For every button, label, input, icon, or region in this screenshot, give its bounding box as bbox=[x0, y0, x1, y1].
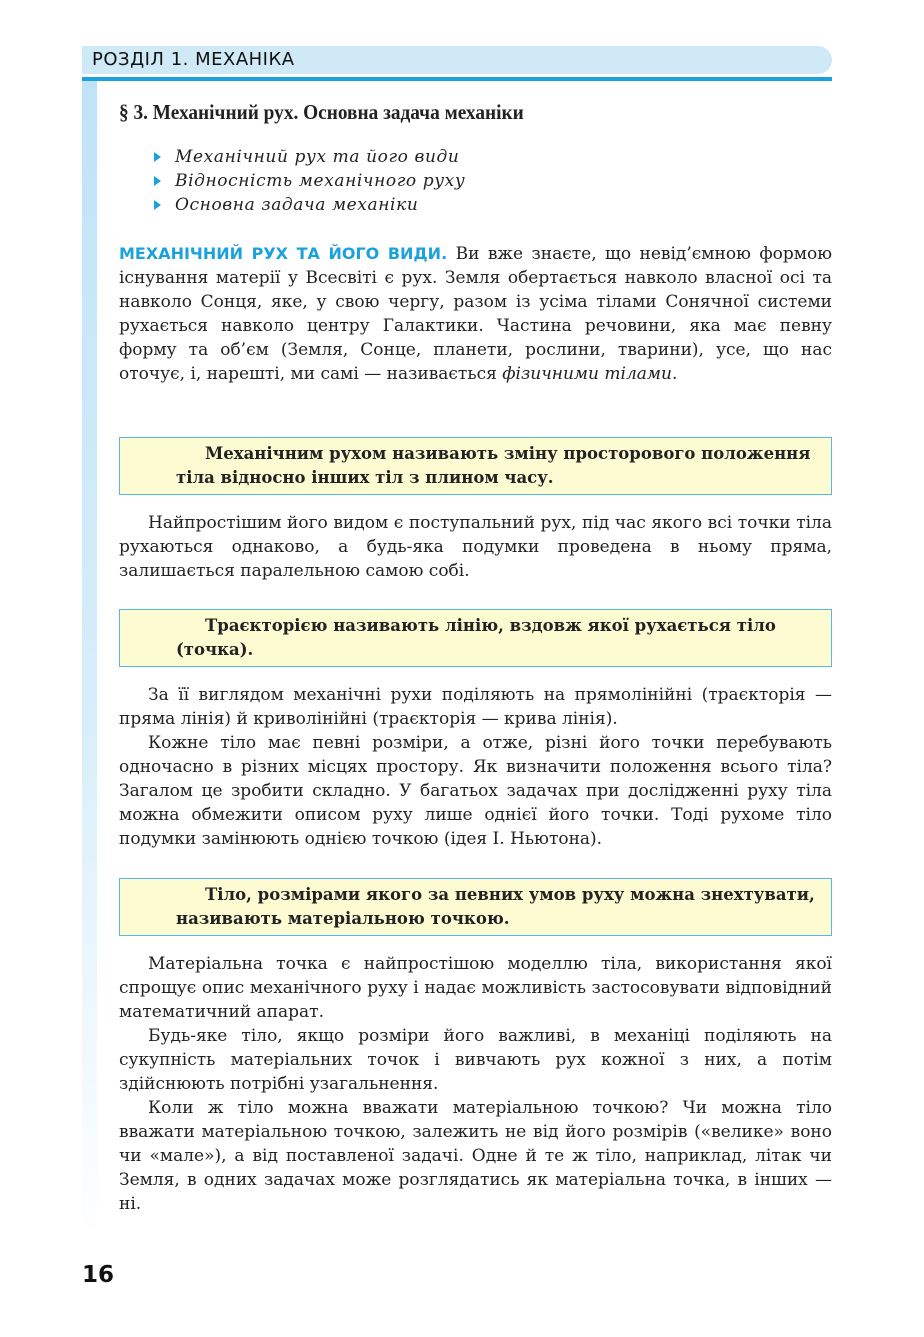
page-number: 16 bbox=[82, 1262, 115, 1288]
paragraph: Будь-яке тіло, якщо розміри його важливі, в механіці поділяють на сукупність матеріальних точок і вивчають рух кожної з них, а потім здійснюють потрібні узагальнення. bbox=[119, 1026, 832, 1094]
intro-paragraph: МЕХАНІЧНИЙ РУХ ТА ЙОГО ВИДИ. Ви вже знаєте, що невід’ємною формою існування матерії у Всесвіті є рух. Земля обертається навколо власної осі та навколо Сонця, яке, у свою чергу, разом із усіма тілами Сонячної системи рухається навколо центру Галактики. Частина речовини, яка має певну форму та об’єм (Земля, Сонце, планети, рослини, тварини), усе, що нас оточує, і, нарешті, ми самі — називається фізичними тілами. bbox=[119, 244, 832, 384]
paragraph: Коли ж тіло можна вважати матеріальною точкою? Чи можна тіло вважати матеріальною точкою, залежить не від його розмірів («велике» воно чи «мале»), а від поставленої задачі. Одне й те ж тіло, наприклад, літак чи Земля, в одних задачах може розглядатись як матеріальна точка, в інших — ні. bbox=[119, 1098, 832, 1214]
paragraph: Найпростішим його видом є поступальний рух, під час якого всі точки тіла рухаються однаково, а будь-яка подумки проведена в ньому пряма, залишається паралельною самою собі. bbox=[119, 513, 832, 581]
paragraph-group bbox=[119, 683, 832, 851]
list-item: Основна задача механіки bbox=[153, 193, 465, 217]
header-divider bbox=[82, 77, 832, 81]
triangle-bullet-icon bbox=[154, 200, 161, 210]
list-item: Відносність механічного руху bbox=[153, 169, 465, 193]
paragraph-group bbox=[119, 952, 832, 1216]
triangle-bullet-icon bbox=[154, 152, 161, 162]
term-physical-bodies: фізичними тілами bbox=[502, 364, 672, 384]
section-title: § 3. Механічний рух. Основна задача механіки bbox=[119, 100, 524, 124]
definition-box-mechanical-motion: Механічним рухом називають зміну просторового положення тіла відносно інших тіл з плином часу. bbox=[119, 437, 832, 495]
paragraph: За її виглядом механічні рухи поділяють на прямолінійні (траєкторія — пряма лінія) й криволінійні (траєкторія — крива лінія). bbox=[119, 685, 832, 729]
definition-box-material-point: Тіло, розмірами якого за певних умов руху можна знехтувати, називають матеріальною точкою. bbox=[119, 878, 832, 936]
definition-box-trajectory: Траєкторією називають лінію, вздовж якої рухається тіло (точка). bbox=[119, 609, 832, 667]
list-item: Механічний рух та його види bbox=[153, 145, 465, 169]
topics-list bbox=[153, 145, 465, 217]
paragraph: Матеріальна точка є найпростішою моделлю тіла, використання якої спрощує опис механічного руху і надає можливість застосовувати відповідний математичний апарат. bbox=[119, 954, 832, 1022]
paragraph: Кожне тіло має певні розміри, а отже, різні його точки перебувають одночасно в різних місцях простору. Як визначити положення всього тіла? Загалом це зробити складно. У багатьох задачах при дослідженні руху тіла можна обмежити описом руху лише однієї його точки. Тоді рухоме тіло подумки замінюють однією точкою (ідея І. Ньютона). bbox=[119, 733, 832, 849]
triangle-bullet-icon bbox=[154, 176, 161, 186]
subsection-heading: МЕХАНІЧНИЙ РУХ ТА ЙОГО ВИДИ. bbox=[119, 244, 448, 263]
side-decoration-strip bbox=[82, 81, 97, 1241]
chapter-title: РОЗДІЛ 1. МЕХАНІКА bbox=[92, 49, 295, 70]
